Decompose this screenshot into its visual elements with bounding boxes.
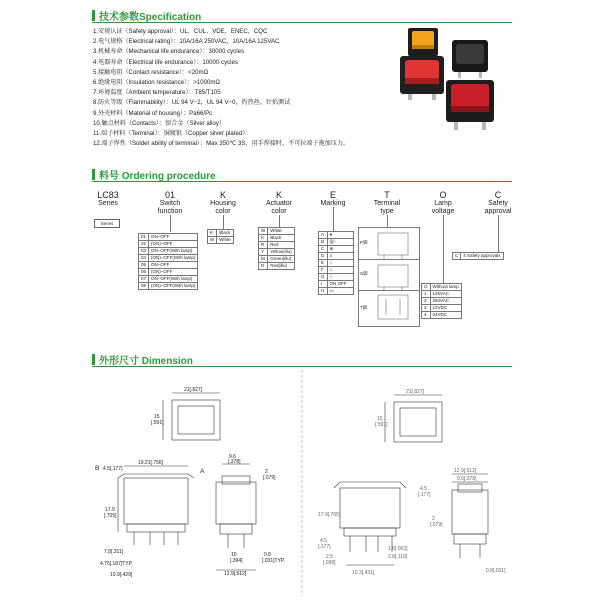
order-code: T (384, 190, 390, 200)
dim-title: 外形尺寸 Dimension (99, 355, 193, 367)
dim-label: 2 (432, 516, 435, 522)
order-code: E (329, 190, 336, 200)
opt-desc: (ON)−OFF(With lamp) (149, 283, 198, 290)
opt-desc: Red (268, 242, 294, 249)
order-label: Switch function (157, 200, 183, 215)
dim-label: [.591] (151, 420, 164, 426)
dim-label: [.378] (228, 459, 241, 465)
spec-line: 6.绝缘电阻（Insulation resistance）：>1000mΩ (93, 79, 220, 87)
dim-label: [.098] (323, 560, 336, 566)
opt-code: C (319, 246, 328, 253)
order-label: Lamp voltage (431, 200, 455, 215)
spec-title: 技术参数Specification (99, 11, 202, 23)
spec-line: 11.端子材料（Terminal）：铜镀银（Copper silver plated） (93, 130, 249, 138)
opt-desc: (ON)−OFF(With lamp) (149, 255, 198, 262)
opt-code: 2 (422, 298, 431, 305)
order-code: K (275, 190, 282, 200)
opt-desc: (ON)−OFF (149, 241, 198, 248)
opt-code: R (259, 242, 268, 249)
dim-label: [.394] (230, 558, 243, 564)
opt-desc: ON−OFF(With lamp) (149, 276, 198, 283)
opt-desc: ● (327, 232, 353, 239)
opt-desc: Without lamp (430, 284, 461, 291)
dim-label: 4.5 (420, 486, 427, 492)
series-box: Series (94, 219, 120, 228)
order-code: K (219, 190, 226, 200)
opt-code: 06 (139, 269, 149, 276)
order-code: C (494, 190, 502, 200)
dim-label: 19.21[.756] (138, 460, 164, 466)
right-side-view (340, 488, 400, 528)
dim-label: 17.9[.705] (318, 512, 341, 518)
dim-label: [.591] (375, 422, 388, 428)
dim-label: 9.6 (229, 454, 236, 460)
order-code: LC83 (97, 190, 119, 200)
opt-desc: ▭ (327, 288, 353, 295)
opt-code: H (319, 288, 328, 295)
dim-label: 1.6[.063] (388, 546, 408, 552)
spec-line: 9.外壳材料（Material of housing）：Pa66/Pc (93, 109, 213, 117)
spec-line: 8.防火等级（Flammability）：UL 94 V−2，UL 94 V−0，灼热丝，针焰测试 (93, 99, 291, 107)
spec-line: 10.触点材料（Contacts）：银合金（Silver alloy） (93, 119, 226, 127)
view-label-a: A (200, 468, 205, 475)
order-label: Series (98, 200, 118, 207)
dim-label: 15 (154, 414, 160, 420)
dim-label: 2.5 (326, 554, 333, 560)
spec-line: 1.安规认证（Safety approval）：UL，CUL，VDE，ENEC，CQC (93, 28, 268, 35)
opt-code: W (208, 237, 217, 244)
terminal-s-label: S脚 (360, 271, 368, 276)
opt-code: 4 (422, 312, 431, 319)
dim-label: 10.9[.429] (110, 572, 133, 578)
opt-desc: Red(illu) (268, 263, 294, 270)
spec-line: 5.接触电阻（Contact resistance）：<20mΩ (93, 68, 209, 76)
order-code: 01 (164, 190, 175, 200)
opt-code: Y (259, 249, 268, 256)
dim-label: 10.3[.431] (352, 570, 375, 576)
dim-label: [.177] (318, 544, 331, 550)
opt-desc: ON OFF (327, 281, 353, 288)
opt-desc: Black (217, 230, 234, 237)
opt-code: 05 (139, 262, 149, 269)
left-top-window (178, 406, 214, 434)
spec-line: 12.端子焊性（Solder ability of terminal）：Max 350℃ 3S，用手焊接时，不可拉端子拖加压力。 (93, 140, 350, 148)
opt-code: 07 (139, 276, 149, 283)
opt-code: 04 (139, 255, 149, 262)
order-title: 料号 Ordering procedure (99, 170, 216, 182)
opt-desc: 125VAC (430, 291, 461, 298)
order-label: Marking (320, 200, 346, 207)
dim-label: 7.8[.311] (104, 549, 124, 555)
dim-label: 9.6[.378] (457, 476, 477, 482)
order-label: Actuator color (265, 200, 293, 215)
opt-desc: ON−OFF (149, 262, 198, 269)
spec-line: 2.电气规格（Electrical rating）：10A/16A 250VAC，10A/16A 125VAC (93, 38, 280, 46)
order-label: Housing color (210, 200, 236, 215)
order-code: O (439, 190, 447, 200)
right-front-view (452, 490, 488, 534)
spec-line: 4.电器寿命（Electrical life endurance）：10000 cycles (93, 58, 238, 66)
opt-desc: Black (268, 235, 294, 242)
spec-line: 7.环境温度（Ambient temperature）：T85/T105 (93, 89, 221, 97)
dim-label: 12.9[.512] (224, 571, 247, 577)
opt-code: F (319, 267, 328, 274)
opt-code: E (319, 260, 328, 267)
opt-code: D (319, 253, 328, 260)
terminal-t-label: T脚 (360, 305, 368, 310)
dim-label: [.031]TYP. (262, 558, 285, 564)
dim-label: [.079] (430, 522, 443, 528)
opt-desc: ○ (327, 274, 353, 281)
view-label-b: B (95, 465, 100, 472)
order-label: Safety approval (484, 200, 512, 215)
spec-line: 3.机械寿命（Mechanical life endurance）：30000 cycles (93, 48, 245, 56)
opt-code: I (319, 281, 328, 288)
opt-code: B (319, 239, 328, 246)
opt-desc: 24VDC (430, 312, 461, 319)
opt-code: O (422, 284, 431, 291)
dim-label: 12.9[.512] (454, 468, 477, 474)
opt-desc: ON−OFF (149, 234, 198, 241)
left-front-view (216, 482, 256, 524)
dim-label: [.177] (418, 492, 431, 498)
opt-desc: (ON)−OFF (149, 269, 198, 276)
opt-desc: ≡ (327, 253, 353, 260)
dim-label: 10 (231, 552, 237, 558)
opt-code: K (208, 230, 217, 237)
dim-label: 21[.827] (184, 387, 203, 393)
dim-label: 4.5 (320, 538, 327, 544)
opt-code: W (259, 228, 268, 235)
left-side-view (124, 478, 188, 524)
opt-desc: 250VAC (430, 298, 461, 305)
dim-label: 2.8[.110] (388, 554, 408, 560)
terminal-p-label: P脚 (360, 240, 368, 245)
opt-desc: ○ (327, 260, 353, 267)
dim-label: 2 (265, 469, 268, 475)
dim-label: [.705] (104, 513, 117, 519)
opt-code: 01 (139, 234, 149, 241)
dim-label: 4.5[.177] (103, 466, 123, 472)
dim-label: 0.8 (264, 552, 271, 558)
opt-code: M (259, 256, 268, 263)
dim-label: [.079] (263, 475, 276, 481)
dim-label: 0.8[.031] (486, 568, 506, 574)
opt-desc: 4 Safety approvals (461, 253, 503, 260)
opt-desc: Green(illu) (268, 256, 294, 263)
opt-code: D (259, 263, 268, 270)
opt-desc: White (268, 228, 294, 235)
opt-desc: ⊗ (327, 246, 353, 253)
opt-desc: |||○ (327, 239, 353, 246)
opt-code: G (319, 274, 328, 281)
opt-code: 03 (139, 248, 149, 255)
opt-code: 02 (139, 241, 149, 248)
opt-code: A (319, 232, 328, 239)
order-label: Terminal type (373, 200, 401, 215)
dim-label: 21[.827] (406, 389, 425, 395)
opt-desc: ON−OFF(With lamp) (149, 248, 198, 255)
dim-label: 17.9 (105, 507, 115, 513)
opt-code: 1 (422, 291, 431, 298)
opt-desc: Yellow(illu) (268, 249, 294, 256)
dim-label: 15 (377, 416, 383, 422)
opt-desc: 12VDC (430, 305, 461, 312)
opt-desc: White (217, 237, 234, 244)
opt-code: K (259, 235, 268, 242)
opt-code: 08 (139, 283, 149, 290)
dim-label: 4.75[.187]TYP. (100, 561, 133, 567)
opt-desc: ○ (327, 267, 353, 274)
opt-code: 3 (422, 305, 431, 312)
opt-code: C (453, 253, 461, 260)
